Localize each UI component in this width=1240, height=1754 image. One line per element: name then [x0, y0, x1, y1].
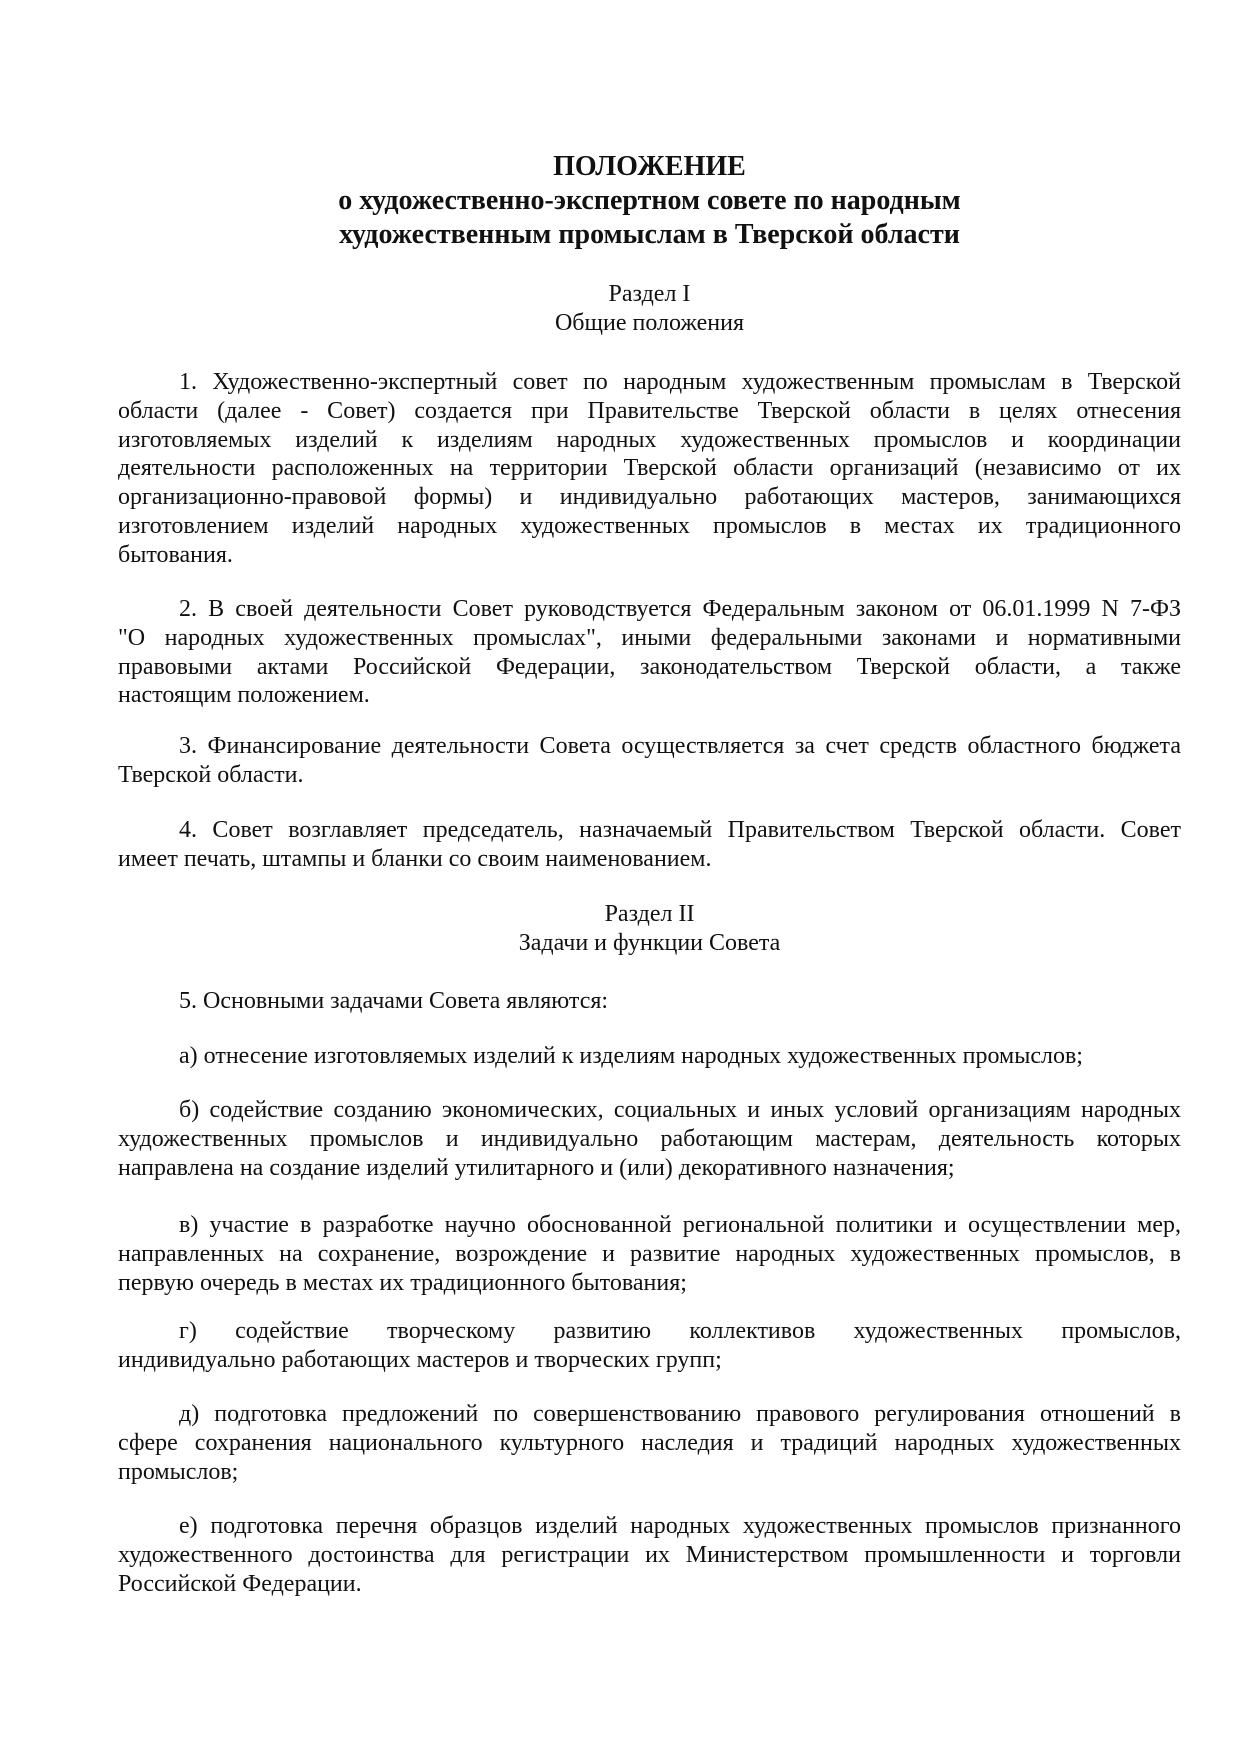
paragraph-line: области (далее - Совет) создается при Правительстве Тверской области в целях отнесения — [118, 397, 1181, 424]
paragraph-line: сфере сохранения национального культурного наследия и традиций народных художественных — [118, 1429, 1181, 1456]
paragraph-5d — [118, 1400, 1181, 1486]
paragraph-5e — [118, 1512, 1181, 1598]
paragraph-line: б) содействие созданию экономических, социальных и иных условий организациям народных — [179, 1097, 1181, 1123]
paragraph-1 — [118, 368, 1181, 570]
paragraph-line: направленных на сохранение, возрождение и развитие народных художественных промыслов, в — [118, 1240, 1181, 1267]
section-name: Задачи и функции Совета — [518, 930, 781, 956]
paragraph-line: бытования. — [118, 541, 233, 568]
paragraph-line: 3. Финансирование деятельности Совета осуществляется за счет средств областного бюджета — [179, 733, 1181, 759]
paragraph-2 — [118, 595, 1181, 710]
paragraph-line: в) участие в разработке научно обоснованной региональной политики и осуществлении мер, — [179, 1212, 1181, 1238]
paragraph-line: художественных промыслов и индивидуально работающим мастерам, деятельность которых — [118, 1125, 1181, 1152]
section-2-heading — [118, 900, 1181, 958]
paragraph-line: а) отнесение изготовляемых изделий к изделиям народных художественных промыслов; — [179, 1043, 1083, 1069]
paragraph-5v — [118, 1211, 1181, 1297]
paragraph-line: промыслов; — [118, 1458, 239, 1485]
title-line-2: о художественно-экспертном совете по народным — [338, 185, 961, 216]
section-name: Общие положения — [554, 310, 745, 336]
paragraph-line: Российской Федерации. — [118, 1570, 362, 1597]
paragraph-5b — [118, 1096, 1181, 1182]
section-number: Раздел II — [604, 901, 695, 927]
paragraph-line: первую очередь в местах их традиционного бытования; — [118, 1269, 687, 1296]
paragraph-line: е) подготовка перечня образцов изделий народных художественных промыслов признанного — [179, 1513, 1181, 1539]
title-line-1: ПОЛОЖЕНИЕ — [553, 151, 746, 182]
paragraph-4 — [118, 816, 1181, 874]
paragraph-line: "О народных художественных промыслах", иными федеральными законами и нормативными — [118, 624, 1181, 651]
paragraph-line: деятельности расположенных на территории Тверской области организаций (независимо от их — [118, 455, 1181, 482]
paragraph-5a — [118, 1042, 1181, 1071]
paragraph-line: 4. Совет возглавляет председатель, назначаемый Правительством Тверской области. Совет — [179, 817, 1181, 843]
paragraph-line: имеет печать, штампы и бланки со своим наименованием. — [118, 845, 712, 872]
paragraph-line: 1. Художественно-экспертный совет по народным художественным промыслам в Тверской — [179, 369, 1181, 395]
paragraph-5 — [118, 987, 1181, 1016]
paragraph-line: правовыми актами Российской Федерации, законодательством Тверской области, а также — [118, 653, 1181, 680]
paragraph-line: направлена на создание изделий утилитарного и (или) декоративного назначения; — [118, 1154, 955, 1181]
paragraph-line: организационно-правовой формы) и индивидуально работающих мастеров, занимающихся — [118, 484, 1181, 511]
paragraph-5g — [118, 1317, 1181, 1375]
paragraph-3 — [118, 732, 1181, 790]
document-title — [118, 150, 1181, 252]
paragraph-line: 2. В своей деятельности Совет руководствуется Федеральным законом от 06.01.1999 N 7-ФЗ — [179, 596, 1181, 622]
paragraph-line: изготовляемых изделий к изделиям народных художественных промыслов и координации — [118, 426, 1181, 453]
paragraph-line: Тверской области. — [118, 761, 304, 788]
section-number: Раздел I — [608, 281, 691, 307]
paragraph-line: д) подготовка предложений по совершенствованию правового регулирования отношений в — [179, 1401, 1181, 1427]
paragraph-line: художественного достоинства для регистрации их Министерством промышленности и торговли — [118, 1541, 1181, 1568]
title-line-3: художественным промыслам в Тверской области — [339, 219, 960, 250]
paragraph-line: индивидуально работающих мастеров и творческих групп; — [118, 1346, 722, 1373]
paragraph-line: г) содействие творческому развитию коллективов художественных промыслов, — [179, 1318, 1181, 1344]
paragraph-line: настоящим положением. — [118, 682, 370, 709]
section-1-heading — [118, 280, 1181, 338]
paragraph-line: изготовлением изделий народных художественных промыслов в местах их традиционного — [118, 512, 1181, 539]
paragraph-line: 5. Основными задачами Совета являются: — [179, 988, 609, 1014]
